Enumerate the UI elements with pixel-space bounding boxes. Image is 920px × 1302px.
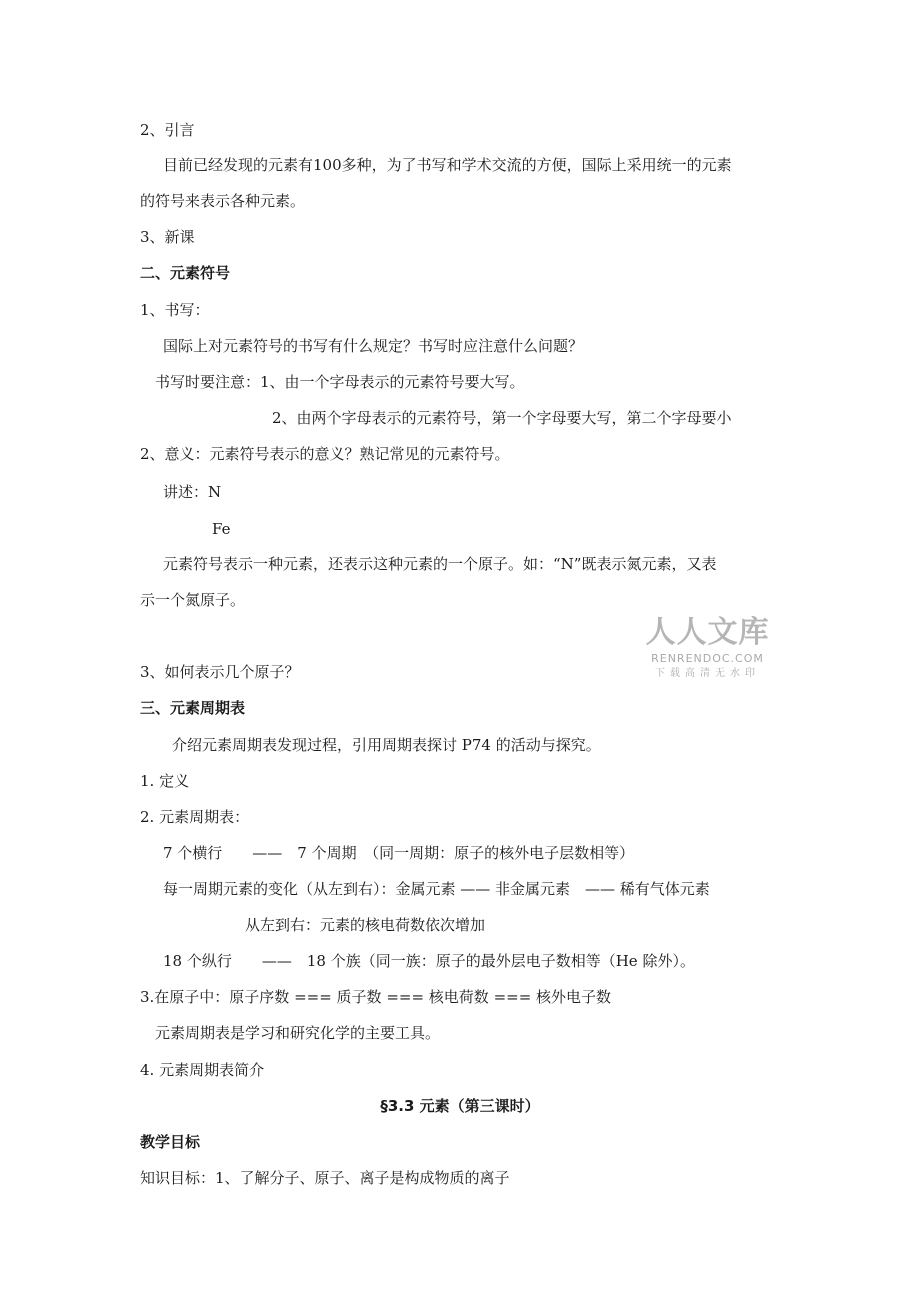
item-periodic-table-intro: 4. 元素周期表简介 — [140, 1061, 265, 1079]
writing-note-1: 书写时要注意：1、由一个字母表示的元素符号要大写。 — [155, 373, 525, 391]
item-definition: 1. 定义 — [140, 772, 190, 790]
item-intro-heading: 2、引言 — [140, 121, 195, 139]
writing-note-2: 2、由两个字母表示的元素符号，第一个字母要大写，第二个字母要小 — [272, 409, 732, 427]
item-atom-equality: 3.在原子中：原子序数 === 质子数 === 核电荷数 === 核外电子数 — [140, 988, 612, 1006]
item-meaning-heading: 2、意义：元素符号表示的意义？熟记常见的元素符号。 — [140, 445, 510, 463]
periods-line: 7 个横行 —— 7 个周期 （同一周期：原子的核外电子层数相等） — [163, 844, 635, 862]
item-writing-heading: 1、书写： — [140, 301, 210, 319]
period-variation-line: 每一周期元素的变化（从左到右）：金属元素 —— 非金属元素 —— 稀有气体元素 — [163, 880, 710, 898]
item-several-atoms-question: 3、如何表示几个原子？ — [140, 663, 300, 681]
watermark-title: 人人文库 — [645, 615, 770, 650]
watermark-url: RENRENDOC.COM — [651, 652, 764, 665]
section-heading-periodic-table: 三、元素周期表 — [140, 699, 246, 717]
writing-question: 国际上对元素符号的书写有什么规定？书写时应注意什么问题？ — [163, 337, 584, 355]
teaching-goals-heading: 教学目标 — [140, 1133, 201, 1151]
symbol-meaning-line-1: 元素符号表示一种元素，还表示这种元素的一个原子。如：“N”既表示氮元素，又表 — [163, 555, 717, 573]
section-heading-element-symbols: 二、元素符号 — [140, 264, 231, 282]
knowledge-goal-line: 知识目标：1、了解分子、原子、离子是构成物质的离子 — [140, 1169, 510, 1187]
periodic-table-intro: 介绍元素周期表发现过程，引用周期表探讨 P74 的活动与探究。 — [172, 736, 601, 754]
watermark-logo — [640, 616, 775, 680]
intro-paragraph-line-2: 的符号来表示各种元素。 — [140, 192, 306, 210]
explain-symbol-fe: Fe — [212, 520, 231, 538]
intro-paragraph-line-1: 目前已经发现的元素有100多种，为了书写和学术交流的方便，国际上采用统一的元素 — [163, 156, 732, 174]
lesson-title: §3.3 元素（第三课时） — [380, 1097, 540, 1115]
item-periodic-table: 2. 元素周期表： — [140, 808, 250, 826]
watermark-subtitle: 下载高清无水印 — [655, 668, 760, 679]
periodic-table-tool-line: 元素周期表是学习和研究化学的主要工具。 — [155, 1024, 441, 1042]
item-new-lesson-heading: 3、新课 — [140, 228, 195, 246]
nuclear-charge-line: 从左到右：元素的核电荷数依次增加 — [245, 916, 486, 934]
explain-symbol-n: 讲述：N — [163, 483, 222, 501]
symbol-meaning-line-2: 示一个氮原子。 — [140, 591, 246, 609]
groups-line: 18 个纵行 —— 18 个族（同一族：原子的最外层电子数相等（He 除外）。 — [163, 952, 695, 970]
